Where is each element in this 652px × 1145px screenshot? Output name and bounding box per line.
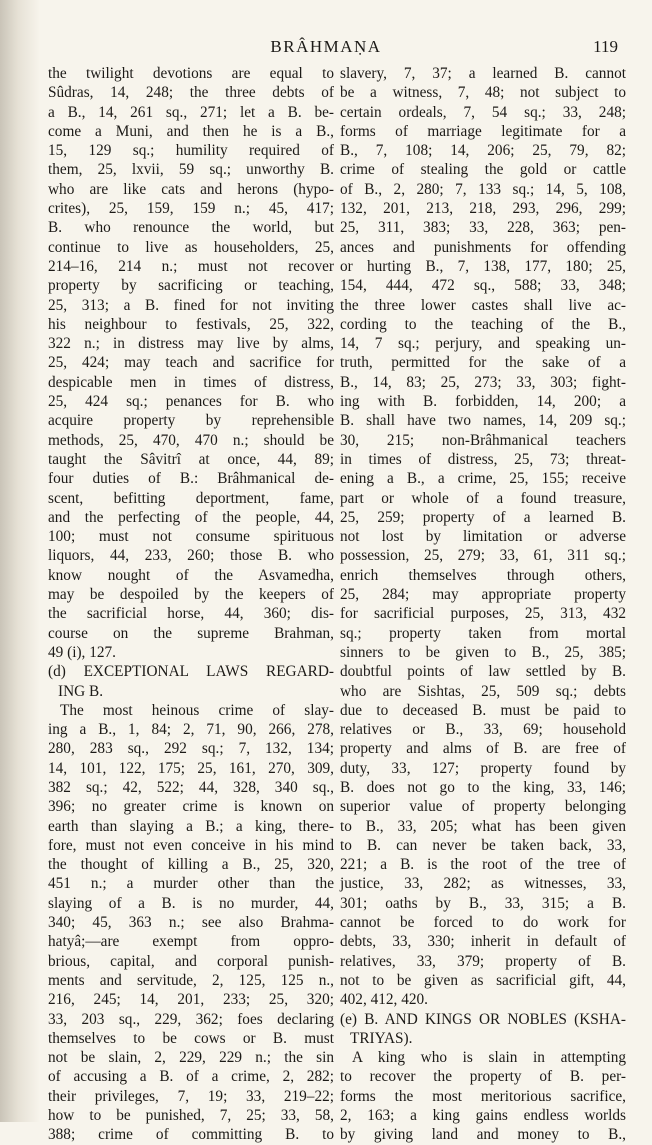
section-heading-line: (e) B. AND KINGS OR NOBLES (KSHA-	[340, 1010, 626, 1028]
index-line: 388; crime of committing B. to	[48, 1126, 334, 1144]
index-line: sinners to be given to B., 25, 385;	[340, 643, 626, 661]
index-line: taught the Sâvitrî at once, 44, 89;	[48, 450, 334, 468]
index-line: 340; 45, 363 n.; see also Brahma-	[48, 914, 334, 932]
index-line: brious, capital, and corporal punish-	[48, 952, 334, 970]
index-line: 382 sq.; 42, 522; 44, 328, 340 sq.,	[48, 778, 334, 796]
index-line: superior value of property belonging	[340, 798, 626, 816]
index-line: doubtful points of law settled by B.	[340, 663, 626, 681]
index-line: their privileges, 7, 19; 33, 219–22;	[48, 1087, 334, 1105]
index-line: crime of stealing the gold or cattle	[340, 161, 626, 179]
index-line: not to be given as sacrificial gift, 44,	[340, 971, 626, 989]
index-line: of accusing a B. of a crime, 2, 282;	[48, 1068, 334, 1086]
index-line: property by sacrificing or teaching,	[48, 277, 334, 295]
section-heading-line: TRIYAS).	[350, 1029, 413, 1047]
index-line: 25, 284; may appropriate property	[340, 586, 626, 604]
index-line: 214–16, 214 n.; must not recover	[48, 257, 334, 275]
index-line: ing with B. forbidden, 14, 200; a	[340, 393, 626, 411]
index-line: 49 (i), 127.	[48, 643, 116, 661]
index-line: cannot be forced to do work for	[340, 914, 626, 932]
index-line: and the perfecting of the people, 44,	[48, 508, 334, 526]
index-line: slavery, 7, 37; a learned B. cannot	[340, 65, 626, 82]
index-line: 25, 311, 383; 33, 228, 363; pen-	[340, 219, 626, 237]
index-line: 221; a B. is the root of the tree of	[340, 856, 626, 874]
index-line: earth than slaying a B.; a king, there-	[48, 817, 334, 835]
index-line: the twilight devotions are equal to	[48, 65, 334, 82]
index-line: 132, 201, 213, 218, 293, 296, 299;	[340, 200, 626, 218]
index-line: A king who is slain in attempting	[352, 1049, 626, 1067]
index-line: B. shall have two names, 14, 209 sq.;	[340, 412, 626, 430]
index-line: the thought of killing a B., 25, 320,	[48, 856, 334, 874]
index-line: debts, 33, 330; inherit in default of	[340, 933, 626, 951]
index-line: forms of marriage legitimate for a	[340, 122, 626, 140]
index-line: despicable men in times of distress,	[48, 373, 334, 391]
index-column-right	[340, 64, 626, 1145]
index-line: course on the supreme Brahman,	[48, 624, 334, 642]
index-line: due to deceased B. must be paid to	[340, 701, 626, 719]
index-line: B., 14, 83; 25, 273; 33, 303; fight-	[340, 373, 626, 391]
index-line: relatives, 33, 379; property of B.	[340, 952, 626, 970]
index-line: not be slain, 2, 229, 229 n.; the sin	[48, 1049, 334, 1067]
index-line: to B. can never be taken back, 33,	[340, 836, 626, 854]
index-line: crites), 25, 159, 159 n.; 45, 417;	[48, 200, 334, 218]
index-line: may be despoiled by the keepers of	[48, 586, 334, 604]
index-line: ing a B., 1, 84; 2, 71, 90, 266, 278,	[48, 721, 334, 739]
index-line: a B., 14, 261 sq., 271; let a B. be-	[48, 103, 334, 121]
index-line: the sacrificial horse, 44, 360; dis-	[48, 605, 334, 623]
index-line: 25, 313; a B. fined for not inviting	[48, 296, 334, 314]
index-line: 2, 163; a king gains endless worlds	[340, 1107, 626, 1125]
page-gutter-shadow	[0, 0, 40, 1122]
index-line: fore, must not even conceive in his mind	[48, 836, 334, 854]
index-line: for sacrificial purposes, 25, 313, 432	[340, 605, 626, 623]
index-line: 451 n.; a murder other than the	[48, 875, 334, 893]
index-line: 280, 283 sq., 292 sq.; 7, 132, 134;	[48, 740, 334, 758]
index-line: who are Sishtas, 25, 509 sq.; debts	[340, 682, 626, 700]
index-line: cording to the teaching of the B.,	[340, 315, 626, 333]
index-line: 402, 412, 420.	[340, 991, 428, 1009]
index-line: slaying of a B. is no murder, 44,	[48, 894, 334, 912]
index-line: 25, 424; may teach and sacrifice for	[48, 354, 334, 372]
index-line: 301; oaths by B., 33, 315; a B.	[340, 894, 626, 912]
index-line: who are like cats and herons (hypo-	[48, 180, 334, 198]
index-line: 25, 424 sq.; penances for B. who	[48, 393, 334, 411]
index-line: property and alms of B. are free of	[340, 740, 626, 758]
index-line: 15, 129 sq.; humility required of	[48, 142, 334, 160]
index-line: or hurting B., 7, 138, 177, 180; 25,	[340, 257, 626, 275]
index-line: possession, 25, 279; 33, 61, 311 sq.;	[340, 547, 626, 565]
index-line: liquors, 44, 233, 260; those B. who	[48, 547, 334, 565]
index-line: by giving land and money to B.,	[340, 1126, 626, 1144]
index-line: certain ordeals, 7, 54 sq.; 33, 248;	[340, 103, 626, 121]
index-line: relatives or B., 33, 69; household	[340, 721, 626, 739]
index-line: his neighbour to festivals, 25, 322,	[48, 315, 334, 333]
index-line: forms the most meritorious sacrifice,	[340, 1087, 626, 1105]
index-line: B. who renounce the world, but	[48, 219, 334, 237]
index-line: 216, 245; 14, 201, 233; 25, 320;	[48, 991, 334, 1009]
index-line: 30, 215; non-Brâhmanical teachers	[340, 431, 626, 449]
page-number: 119	[593, 37, 618, 56]
index-line: ments and servitude, 2, 125, 125 n.,	[48, 971, 334, 989]
index-line: The most heinous crime of slay-	[60, 701, 334, 719]
section-heading-line: (d) EXCEPTIONAL LAWS REGARD-	[48, 663, 334, 681]
index-line: scent, befitting deportment, fame,	[48, 489, 334, 507]
index-line: in times of distress, 25, 73; threat-	[340, 450, 626, 468]
index-line: 33, 203 sq., 229, 362; foes declaring	[48, 1010, 334, 1028]
section-heading-line: ING B.	[58, 682, 104, 700]
index-column-left	[48, 64, 334, 1145]
index-line: 396; no greater crime is known on	[48, 798, 334, 816]
index-line: ances and punishments for offending	[340, 238, 626, 256]
index-line: how to be punished, 7, 25; 33, 58,	[48, 1107, 334, 1125]
index-line: Sûdras, 14, 248; the three debts of	[48, 84, 334, 102]
index-line: them, 25, lxvii, 59 sq.; unworthy B.	[48, 161, 334, 179]
index-line: sq.; property taken from mortal	[340, 624, 626, 642]
index-line: B. does not go to the king, 33, 146;	[340, 778, 626, 796]
index-line: not lost by limitation or adverse	[340, 528, 626, 546]
index-line: 14, 101, 122, 175; 25, 161, 270, 309,	[48, 759, 334, 777]
running-head: BRÂHMAṆA	[270, 37, 382, 56]
index-line: B., 7, 108; 14, 206; 25, 79, 82;	[340, 142, 626, 160]
index-line: justice, 33, 282; as witnesses, 33,	[340, 875, 626, 893]
index-line: themselves to be cows or B. must	[48, 1029, 334, 1047]
index-line: methods, 25, 470, 470 n.; should be	[48, 431, 334, 449]
index-line: duty, 33, 127; property found by	[340, 759, 626, 777]
index-line: 25, 259; property of a learned B.	[340, 508, 626, 526]
index-line: four duties of B.: Brâhmanical de-	[48, 470, 334, 488]
index-line: to B., 33, 205; what has been given	[340, 817, 626, 835]
index-line: truth, permitted for the sake of a	[340, 354, 626, 372]
index-line: ening a B., a crime, 25, 155; receive	[340, 470, 626, 488]
index-line: 100; must not consume spirituous	[48, 528, 334, 546]
index-line: 14, 7 sq.; perjury, and speaking un-	[340, 335, 626, 353]
index-line: enrich themselves through others,	[340, 566, 626, 584]
index-line: 322 n.; in distress may live by alms,	[48, 335, 334, 353]
index-line: part or whole of a found treasure,	[340, 489, 626, 507]
index-line: continue to live as householders, 25,	[48, 238, 334, 256]
index-line: hatyâ;—are exempt from oppro-	[48, 933, 334, 951]
index-line: the three lower castes shall live ac-	[340, 296, 626, 314]
page-header	[0, 37, 652, 59]
index-line: 154, 444, 472 sq., 588; 33, 348;	[340, 277, 626, 295]
index-line: know nought of the Asvamedha,	[48, 566, 334, 584]
index-line: come a Muni, and then he is a B.,	[48, 122, 334, 140]
index-line: be a witness, 7, 48; not subject to	[340, 84, 626, 102]
index-line: to recover the property of B. per-	[340, 1068, 626, 1086]
index-line: acquire property by reprehensible	[48, 412, 334, 430]
index-line: of B., 2, 280; 7, 133 sq.; 14, 5, 108,	[340, 180, 626, 198]
